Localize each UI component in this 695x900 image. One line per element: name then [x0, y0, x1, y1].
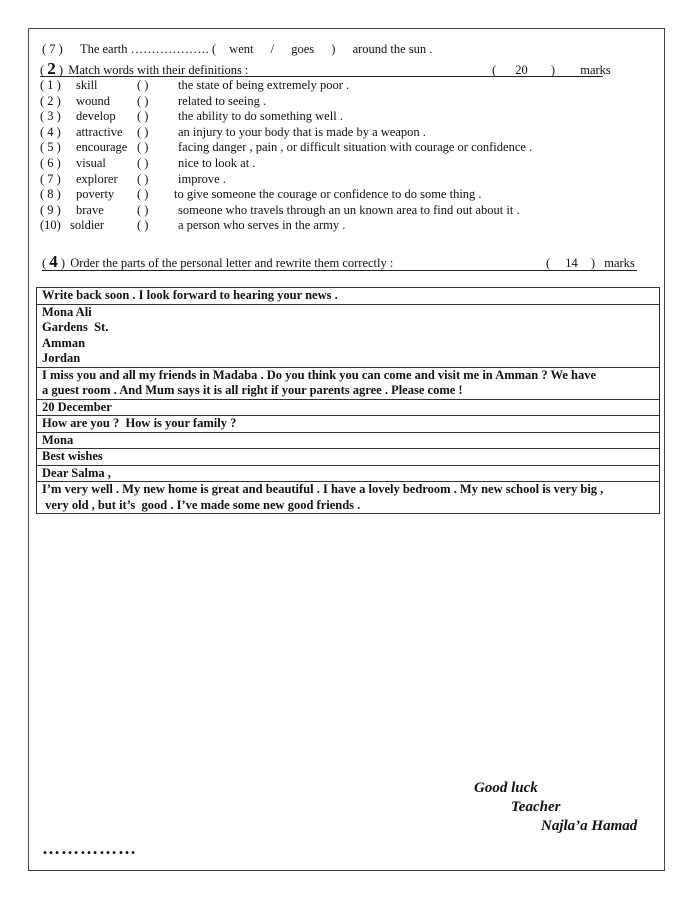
match-word: wound: [76, 93, 111, 108]
answer-blank[interactable]: ( ): [137, 78, 149, 92]
question-7: ( 7 ) The earth ………………. ( went / goes ) around the sun .: [42, 42, 433, 56]
teacher-name: Najla’a Hamad: [541, 818, 638, 834]
letter-line: I’m very well . My new home is great and beautiful . I have a lovely bedroom . My new school is very big ,: [42, 482, 604, 496]
answer-blank[interactable]: ( ): [137, 171, 149, 186]
match-definition: related to seeing .: [178, 93, 267, 108]
question-text: The earth ……………….: [79, 42, 209, 56]
letter-line: 20 December: [42, 399, 112, 414]
match-number: ( 1 ): [40, 78, 61, 92]
letter-part-row: [37, 304, 660, 367]
letter-part: [37, 482, 660, 514]
letter-part-row: [37, 449, 660, 466]
match-word: visual: [76, 156, 106, 170]
answer-blank[interactable]: ( ): [137, 187, 149, 202]
question-rest: around the sun .: [352, 42, 433, 56]
answer-blank[interactable]: ( ): [137, 124, 149, 139]
section-4-heading: ( 4 ) Order the parts of the personal letter and rewrite them correctly :: [42, 252, 394, 271]
answer-blank[interactable]: ( ): [137, 140, 149, 155]
match-word: attractive: [76, 124, 123, 139]
match-word: develop: [76, 109, 116, 124]
letter-line: How are you ? How is your family ?: [42, 416, 237, 430]
match-number: ( 7 ): [40, 171, 61, 186]
letter-line: Best wishes: [42, 449, 103, 463]
match-number: ( 8 ): [40, 187, 61, 202]
answer-blank[interactable]: ( ): [137, 218, 149, 233]
answer-blank[interactable]: ( ): [137, 202, 149, 217]
match-definition: the state of being extremely poor .: [178, 78, 350, 92]
option-goes: goes: [291, 42, 315, 56]
letter-line: a guest room . And Mum says it is all right if your parents agree . Please come !: [42, 383, 463, 397]
footer-dots: ……………: [42, 838, 137, 858]
letter-part: [37, 449, 660, 466]
letter-line: I miss you and all my friends in Madaba . Do you think you can come and visit me in Amman ? We have: [42, 367, 597, 382]
letter-part: [37, 399, 660, 416]
match-word: brave: [76, 202, 104, 217]
section-2-underline: [40, 76, 603, 77]
letter-line: Write back soon . I look forward to hearing your news .: [42, 288, 338, 302]
match-word: soldier: [70, 218, 105, 233]
good-luck: Good luck: [474, 780, 538, 796]
letter-part-row: [37, 367, 660, 399]
match-number: ( 2 ): [40, 93, 61, 108]
section-title: Order the parts of the personal letter and rewrite them correctly :: [70, 256, 394, 270]
letter-part-row: [37, 399, 660, 416]
match-number: (10): [40, 218, 61, 233]
section-4-underline: [42, 270, 637, 271]
letter-part-row: [37, 465, 660, 482]
match-word: encourage: [76, 140, 128, 155]
match-number: ( 4 ): [40, 124, 61, 139]
letter-part: [37, 432, 660, 449]
answer-blank[interactable]: ( ): [137, 156, 149, 170]
letter-line: Dear Salma ,: [42, 465, 111, 480]
match-definition: an injury to your body that is made by a weapon .: [178, 124, 426, 139]
letter-part-row: [37, 416, 660, 433]
match-number: ( 6 ): [40, 156, 61, 170]
letter-part: [37, 288, 660, 305]
letter-part: [37, 465, 660, 482]
match-word: explorer: [76, 171, 118, 186]
match-number: ( 3 ): [40, 109, 61, 124]
letter-part-row: [37, 432, 660, 449]
match-definition: the ability to do something well .: [178, 109, 343, 124]
match-definition: facing danger , pain , or difficult situation with courage or confidence .: [178, 140, 533, 155]
section-title: Match words with their definitions :: [68, 63, 249, 77]
letter-line: Mona: [42, 432, 74, 447]
section-number: 4: [49, 252, 58, 271]
section-2-marks: ( 20 ) marks: [492, 63, 611, 77]
match-definition: to give someone the courage or confidence to do some thing .: [174, 187, 482, 202]
letter-part: [37, 416, 660, 433]
answer-blank[interactable]: ( ): [137, 109, 149, 124]
letter-part: [37, 367, 660, 399]
match-number: ( 5 ): [40, 140, 61, 155]
match-word: poverty: [76, 187, 115, 202]
letter-parts-table: [36, 287, 660, 514]
section-2-heading: ( 2 ) Match words with their definitions :: [40, 59, 249, 78]
section-number: 2: [47, 59, 56, 78]
match-definition: a person who serves in the army .: [178, 218, 346, 233]
match-definition: nice to look at .: [178, 156, 256, 170]
teacher-label: Teacher: [511, 799, 561, 815]
letter-part-row: [37, 288, 660, 305]
letter-part-row: [37, 482, 660, 514]
section-4-marks: ( 14 ) marks: [546, 256, 635, 270]
letter-line: very old , but it’s good . I’ve made some new good friends .: [42, 497, 361, 512]
match-number: ( 9 ): [40, 202, 61, 217]
match-definition: improve .: [178, 171, 226, 186]
answer-blank[interactable]: ( ): [137, 93, 149, 108]
question-number: ( 7 ): [42, 42, 63, 56]
letter-line: Gardens St.: [42, 320, 109, 334]
letter-line: Jordan: [42, 351, 81, 365]
match-word: skill: [76, 78, 98, 92]
letter-line: Amman: [42, 335, 86, 350]
letter-part: [37, 304, 660, 367]
letter-line: Mona Ali: [42, 304, 92, 319]
match-definition: someone who travels through an un known area to find out about it .: [178, 202, 520, 217]
option-went: went: [229, 42, 254, 56]
